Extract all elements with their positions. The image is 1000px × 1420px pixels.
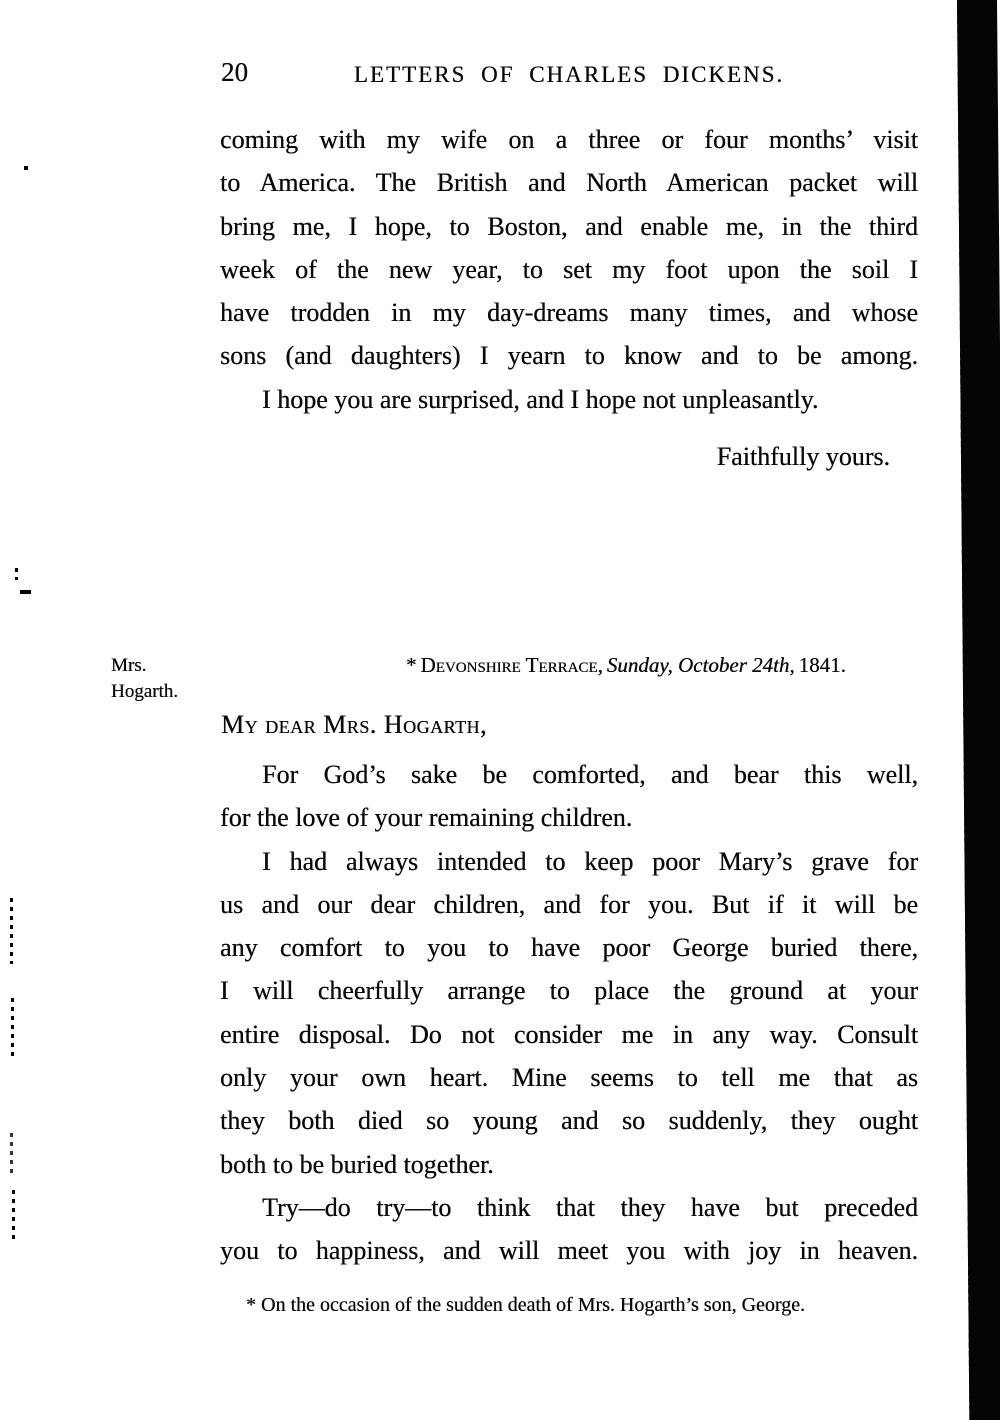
text-line: Try—do try—to think that they have but preceded (262, 1192, 918, 1222)
scan-speck (24, 166, 28, 170)
scan-speck (15, 577, 18, 580)
scan-artifact-line (11, 998, 14, 1060)
text-line: sons (and daughters) I yearn to know and to be among. (220, 341, 918, 371)
text-line: For God’s sake be comforted, and bear this well, (262, 760, 918, 789)
text-line: bring me, I hope, to Boston, and enable me, in the third (220, 211, 918, 241)
valediction: Faithfully yours. (716, 442, 890, 471)
footnote-marker-asterisk: * (406, 653, 417, 677)
text-line: any comfort to you to have poor George buried there, (220, 933, 918, 963)
text-line: for the love of your remaining children. (220, 803, 633, 833)
scan-gutter-shadow (957, 0, 1000, 1420)
salutation: My dear Mrs. Hogarth, (221, 710, 487, 739)
footnote (220, 1291, 918, 1319)
text-line: I hope you are surprised, and I hope not unpleasantly. (262, 384, 819, 414)
running-title: LETTERS OF CHARLES DICKENS. (353, 62, 785, 87)
margin-note-recipient (111, 653, 211, 704)
dateline-date: Sunday, October 24th, (606, 653, 795, 677)
page-number: 20 (221, 57, 248, 87)
dateline-place: Devonshire Terrace, (420, 653, 603, 677)
text-line: I had always intended to keep poor Mary’s grave for (262, 846, 918, 876)
scan-artifact-line (12, 1190, 15, 1240)
letter-continuation-body (220, 118, 918, 421)
dateline-year: 1841. (798, 653, 846, 677)
letter-body (220, 753, 918, 1273)
text-line: have trodden in my day-dreams many times, and whose (220, 298, 918, 328)
scan-artifact-line (10, 1133, 13, 1177)
footnote-text: On the occasion of the sudden death of Mrs. Hogarth’s son, George. (261, 1294, 805, 1316)
text-line: I will cheerfully arrange to place the ground at your (220, 976, 918, 1006)
text-line: only your own heart. Mine seems to tell me that as (220, 1063, 918, 1093)
text-line: coming with my wife on a three or four months’ visit (220, 125, 918, 154)
text-line: they both died so young and so suddenly, they ought (220, 1106, 918, 1136)
text-line: you to happiness, and will meet you with joy in heaven. (220, 1236, 918, 1266)
scan-speck (15, 568, 18, 572)
scan-speck (20, 590, 31, 594)
footnote-marker-asterisk: * (246, 1294, 256, 1316)
text-line: both to be buried together. (220, 1149, 494, 1179)
text-line: to America. The British and North American packet will (220, 168, 918, 198)
text-line: Hogarth. (111, 680, 179, 702)
text-line: week of the new year, to set my foot upon the soil I (220, 254, 918, 284)
text-line: Mrs. (111, 655, 147, 676)
letter-dateline (406, 651, 918, 679)
scan-artifact-line (10, 898, 13, 964)
text-line: us and our dear children, and for you. But if it will be (220, 889, 918, 919)
text-line: entire disposal. Do not consider me in any way. Consult (220, 1019, 918, 1049)
